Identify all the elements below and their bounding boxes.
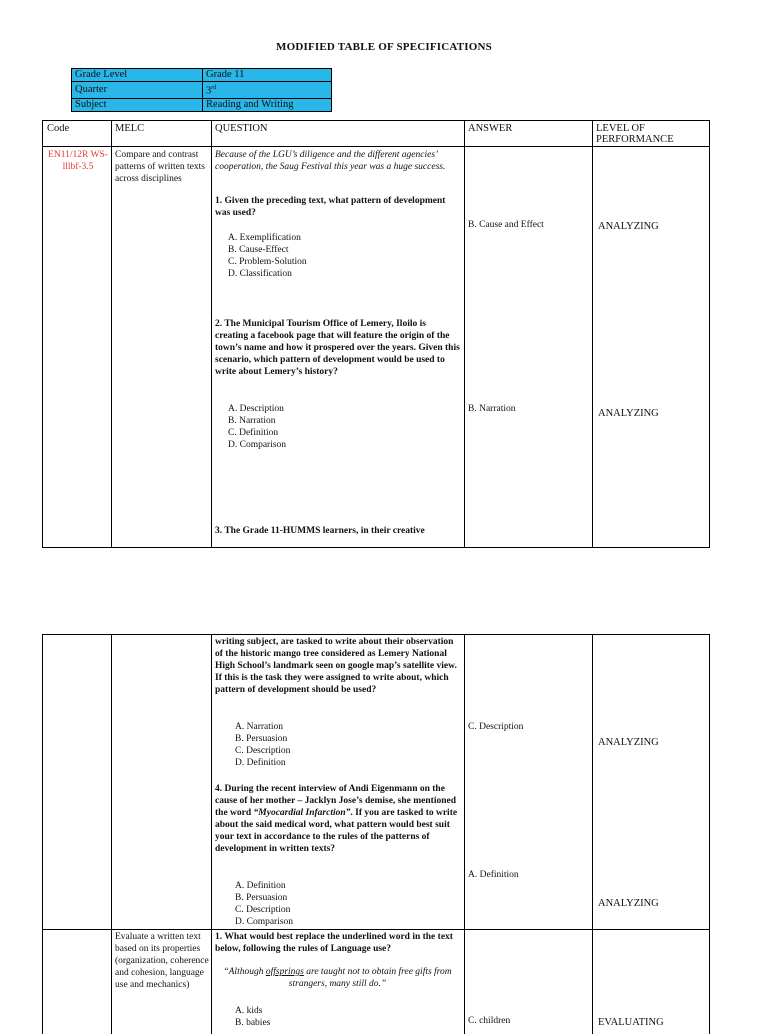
e1-option: A. kids [235,1006,263,1016]
q4-text: 4. During the recent interview of Andi Eigenmann on the cause of her mother – Jacklyn Jose’s demise, she mentioned the word [215,784,457,818]
q2-option: C. Definition [228,428,279,438]
header-answer: ANSWER [468,123,513,134]
spec-table-page2 [42,634,710,1034]
meta-value: Reading and Writing [203,98,332,111]
meta-label: Subject [72,98,203,111]
meta-row-grade [72,69,332,82]
melc-cell: Compare and contrast patterns of written texts across disciplines [115,150,205,184]
meta-table [71,68,332,112]
q1-option: A. Exemplification [228,233,301,243]
meta-value [203,82,332,99]
page-title: MODIFIED TABLE OF SPECIFICATIONS [276,41,492,53]
underlined-word: offsprings [265,967,304,977]
question-3-start: 3. The Grade 11-HUMMS learners, in their creative [215,526,425,536]
q3-option: B. Persuasion [235,734,288,744]
e1-option: B. babies [235,1018,271,1028]
e1-level: EVALUATING [598,1017,664,1028]
q1-option: B. Cause-Effect [228,245,289,255]
q3-option: C. Description [235,746,291,756]
q1-level: ANALYZING [598,221,659,232]
q2-level: ANALYZING [598,408,659,419]
quarter-value: 3 [206,85,212,97]
q3-level: ANALYZING [598,737,659,748]
q2-option: D. Comparison [228,440,287,450]
quote-text: “Although [223,967,266,977]
meta-label: Grade Level [72,69,203,82]
q2-answer: B. Narration [468,404,516,414]
q3-answer: C. Description [468,722,524,732]
melc-cell-2: Evaluate a written text based on its properties (organization, coherence and cohesion, language use and mechanics) [115,932,209,990]
question-3-continued: writing subject, are tasked to write about their observation of the historic mango tree considered as Lemery National High School’s landmark seen on google map’s satellite view. If this is the task they were assigned to write about, which pattern of development should be used? [215,637,457,695]
meta-row-quarter [72,82,332,99]
q1-answer: B. Cause and Effect [468,220,544,230]
question-2: 2. The Municipal Tourism Office of Lemery, Iloilo is creating a facebook page that will feature the origin of the town’s name and how it prospered over the years. Given this scenario, which pattern of development would be used to write about Lemery’s history? [215,319,460,377]
q4-option: C. Description [235,905,291,915]
code-cell: EN11/12R WS-lllbf-3.5 [48,150,108,172]
question-4 [215,783,460,855]
eval-question-1: 1. What would best replace the underlined word in the text below, following the rules of Language use? [215,932,453,954]
q4-option: A. Definition [235,881,286,891]
passage-text: Because of the LGU’s diligence and the different agencies’ cooperation, the Saug Festival this year was a huge success. [215,150,446,172]
q3-option: D. Definition [235,758,286,768]
spec-table-page1 [42,120,710,548]
q4-option: D. Comparison [235,917,294,927]
meta-row-subject [72,98,332,111]
eval-quote [219,966,456,990]
q4-term: “Myocardial Infarction” [253,808,351,818]
question-1: 1. Given the preceding text, what pattern of development was used? [215,196,446,218]
meta-value: Grade 11 [203,69,332,82]
q4-option: B. Persuasion [235,893,288,903]
q2-option: B. Narration [228,416,276,426]
q4-answer: A. Definition [468,870,519,880]
header-melc: MELC [115,123,145,134]
q3-option: A. Narration [235,722,284,732]
quote-text-rest: are taught not to obtain free gifts from strangers, many still do.” [288,967,452,989]
header-code: Code [47,123,70,134]
q4-text-rest: . If you are tasked to write about the said medical word, what pattern would best suit your text in accordance to the rules of the patterns of development in written texts? [215,808,458,854]
q1-option: C. Problem-Solution [228,257,307,267]
q1-option: D. Classification [228,269,292,279]
quarter-suffix: rd [211,85,217,91]
e1-answer: C. children [468,1016,511,1026]
meta-label: Quarter [72,82,203,99]
q2-option: A. Description [228,404,284,414]
q4-level: ANALYZING [598,898,659,909]
header-level: LEVEL OF PERFORMANCE [596,123,674,145]
header-question: QUESTION [215,123,268,134]
